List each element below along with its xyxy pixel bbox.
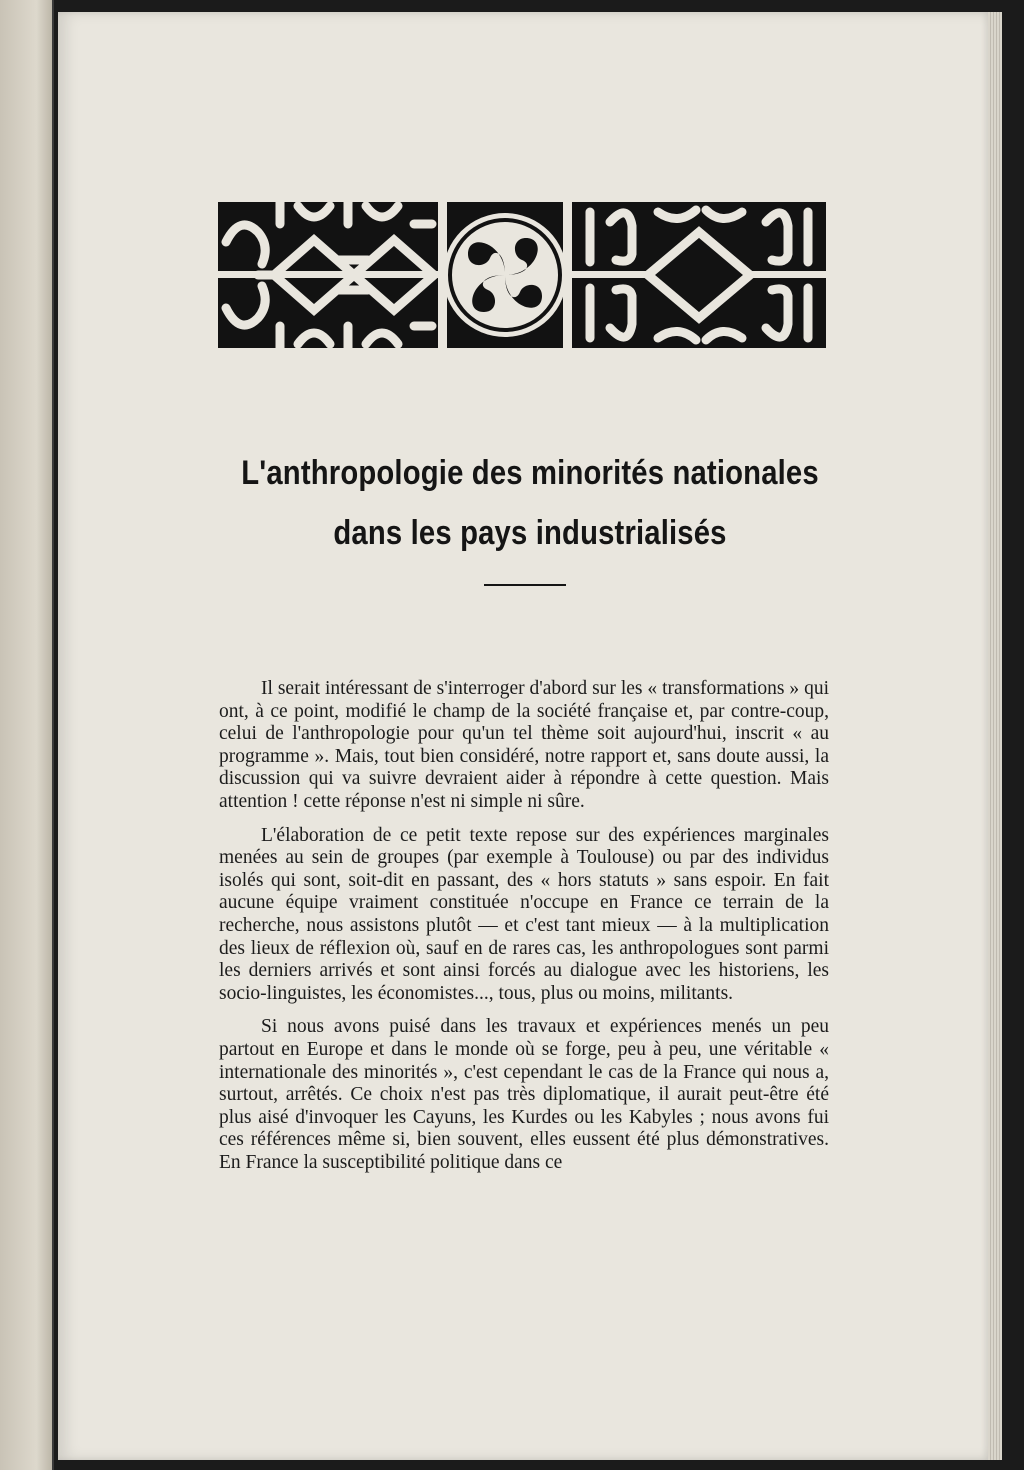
- title-divider: [484, 584, 566, 586]
- body-paragraph-2: L'élaboration de ce petit texte repose sur des expériences marginales menées au sein de groupes (par exemple à Toulouse) ou par des individus isolés qui sont, soit-dit en passant, des « hors statuts » sans espoir. En fait aucune équipe vraiment constituée n'occupe en France ce terrain de la recherche, nous assistons plutôt — et c'est tant mieux — à la multiplication des lieux de réflexion où, sauf en de rares cas, les anthropologues sont parmi les derniers arrivés et sont ainsi forcés au dialogue avec les historiens, les socio-linguistes, les économistes..., tous, plus ou moins, militants.: [219, 824, 829, 1004]
- article-title-line-2: dans les pays industrialisés: [333, 514, 727, 552]
- body-paragraph-1: Il serait intéressant de s'interroger d'abord sur les « transformations » qui ont, à ce point, modifié le champ de la société française et, par contre-coup, celui de l'anthropologie pour qu'un tel thème soit aujourd'hui, inscrit « au programme ». Mais, tout bien considéré, notre rapport et, sans doute aussi, la discussion qui va suivre devraient aider à répondre à cette question. Mais attention ! cette réponse n'est ni simple ni sûre.: [219, 678, 829, 812]
- facing-page-edge: [0, 0, 54, 1470]
- page-stack-edge: [988, 12, 1002, 1460]
- body-paragraph-3: Si nous avons puisé dans les travaux et expériences menés un peu partout en Europe et dans le monde où se forge, peu à peu, une véritable « internationale des minorités », c'est cependant le cas de la France qui nous a, surtout, arrêtés. Ce choix n'est pas très diplomatique, il aurait peut-être été plus aisé d'invoquer les Cayuns, les Kurdes ou les Kabyles ; nous avons fui ces références même si, bien souvent, elles eussent été plus démonstratives. En France la susceptibilité politique dans ce: [219, 1016, 829, 1173]
- article-title-line-1: L'anthropologie des minorités nationales: [241, 454, 819, 492]
- basque-lauburu-frieze-icon: [218, 202, 826, 348]
- article-body: [219, 678, 829, 1185]
